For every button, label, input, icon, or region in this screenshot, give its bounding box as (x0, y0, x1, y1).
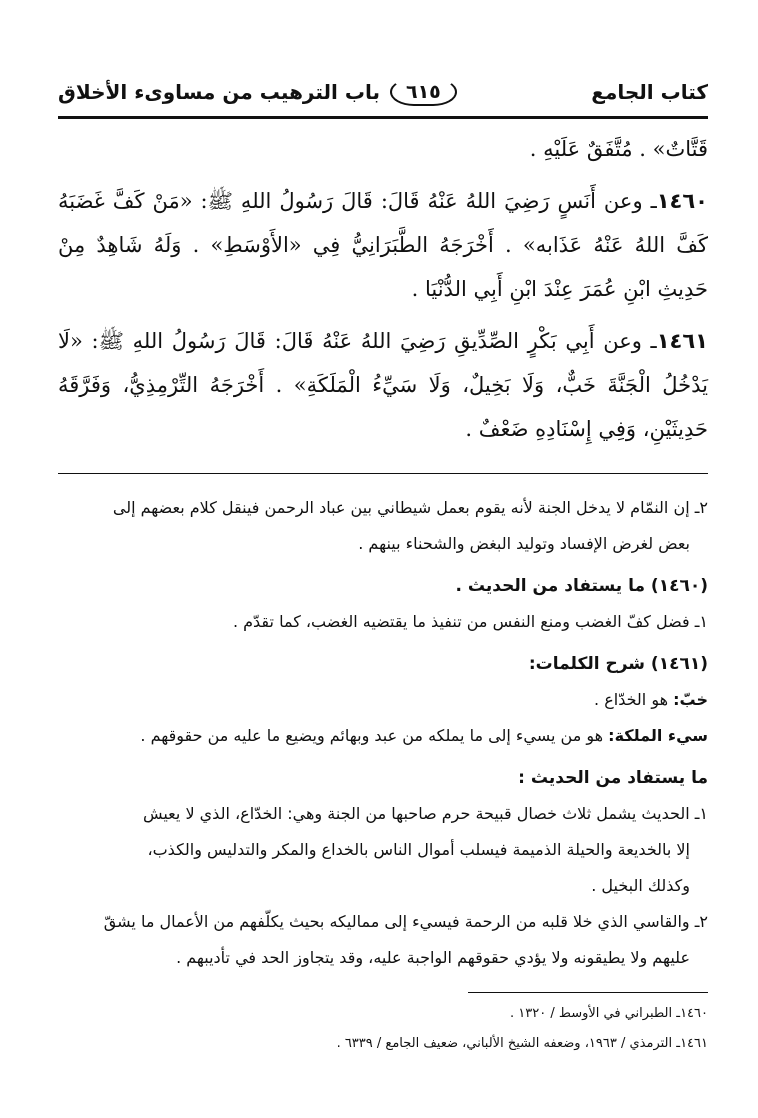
heading-1461-benefits: ما يستفاد من الحديث : (518, 768, 708, 788)
page-header (58, 70, 708, 114)
commentary-section (58, 490, 708, 976)
footnotes (58, 999, 708, 1059)
footnote-1461: ١٤٦١ـ الترمذي / ١٩٦٣، وضعفه الشيخ الألباني، ضعيف الجامع / ٦٣٣٩ . (336, 1036, 708, 1051)
hadith-1461 (58, 319, 708, 451)
point-1461-1-line-2: إلا بالخديعة والحيلة الذميمة فيسلب أموال الناس بالخداع والمكر والتدليس والكذب، (147, 840, 690, 859)
vocab-malaka (58, 718, 708, 754)
hadith-text-1460: ـ وعن أَنَسٍ رَضِيَ اللهُ عَنْهُ قَالَ: قَالَ رَسُولُ اللهِ ﷺ: «مَنْ كَفَّ غَضَبَهُ كَفَّ اللهُ عَنْهُ عَذَابه» . أَخْرَجَهُ الطَّبَرَانِيُّ فِي «الأَوْسَطِ» . وَلَهُ شَاهِدٌ مِنْ حَدِيثِ ابْنِ عُمَرَ عِنْدَ ابْنِ أَبِي الدُّنْيَا . (58, 189, 708, 301)
heading-1461-vocabulary: (١٤٦١) شرح الكلمات: (528, 654, 708, 674)
footnote-1460: ١٤٦٠ـ الطبراني في الأوسط / ١٣٢٠ . (510, 1006, 708, 1021)
chapter-title: باب الترهيب من مساوىء الأخلاق (58, 80, 380, 104)
header-rule (58, 116, 708, 119)
book-title: كتاب الجامع (591, 80, 708, 104)
chapter-header (58, 78, 457, 106)
vocab-definition: هو الخدّاع . (594, 690, 669, 709)
heading-1460-benefits: (١٤٦٠) ما يستفاد من الحديث . (455, 576, 708, 596)
note-2-line-2: بعض لغرض الإفساد وتوليد البغض والشحناء بينهم . (358, 534, 690, 553)
point-1460-1: ١ـ فضل كفّ الغضب ومنع النفس من تنفيذ ما يقتضيه الغضب، كما تقدّم . (232, 612, 708, 631)
hadith-section (58, 127, 708, 451)
hadith-number-1460: ١٤٦٠ (656, 189, 708, 213)
footnote-rule (468, 992, 708, 993)
point-1461-1-line-3: وكذلك البخيل . (591, 876, 690, 895)
vocab-khabb (58, 682, 708, 718)
vocab-term: خبّ: (673, 690, 708, 709)
hadith-number-1461: ١٤٦١ (656, 329, 708, 353)
book-page (58, 70, 708, 1059)
point-1461-2-line-1: ٢ـ والقاسي الذي خلا قلبه من الرحمة فيسيء إلى مماليكه بحيث يكلّفهم من الأعمال ما يشقّ (103, 912, 708, 931)
page-number: ٦١٥ (390, 78, 457, 106)
hadith-1460 (58, 179, 708, 311)
note-2-line-1: ٢ـ إن النمّام لا يدخل الجنة لأنه يقوم بعمل شيطاني بين عباد الرحمن فينقل كلام بعضهم إلى (112, 498, 708, 517)
vocab-definition: هو من يسيء إلى ما يملكه من عبد وبهائم ويضيع ما عليه من حقوقهم . (140, 726, 604, 745)
hadith-carryover: قَتَّاتٌ» . مُتَّفَقٌ عَلَيْهِ . (529, 137, 708, 161)
hadith-text-1461: ـ وعن أَبِي بَكْرٍ الصِّدِّيقِ رَضِيَ اللهُ عَنْهُ قَالَ: قَالَ رَسُولُ اللهِ ﷺ: «لَا يَدْخُلُ الْجَنَّةَ خَبٌّ، وَلَا بَخِيلٌ، وَلَا سَيِّءُ الْمَلَكَةِ» . أَخْرَجَهُ التِّرْمِذِيُّ، وَفَرَّقَهُ حَدِيثَيْنِ، وَفِي إِسْنَادِهِ ضَعْفٌ . (58, 329, 708, 441)
point-1461-1-line-1: ١ـ الحديث يشمل ثلاث خصال قبيحة حرم صاحبها من الجنة وهي: الخدّاع، الذي لا يعيش (142, 804, 708, 823)
commentary-divider (58, 473, 708, 474)
point-1461-2-line-2: عليهم ولا يطيقونه ولا يؤدي حقوقهم الواجبة عليه، وقد يتجاوز الحد في تأديبهم . (176, 948, 690, 967)
vocab-term: سيء الملكة: (608, 726, 708, 745)
